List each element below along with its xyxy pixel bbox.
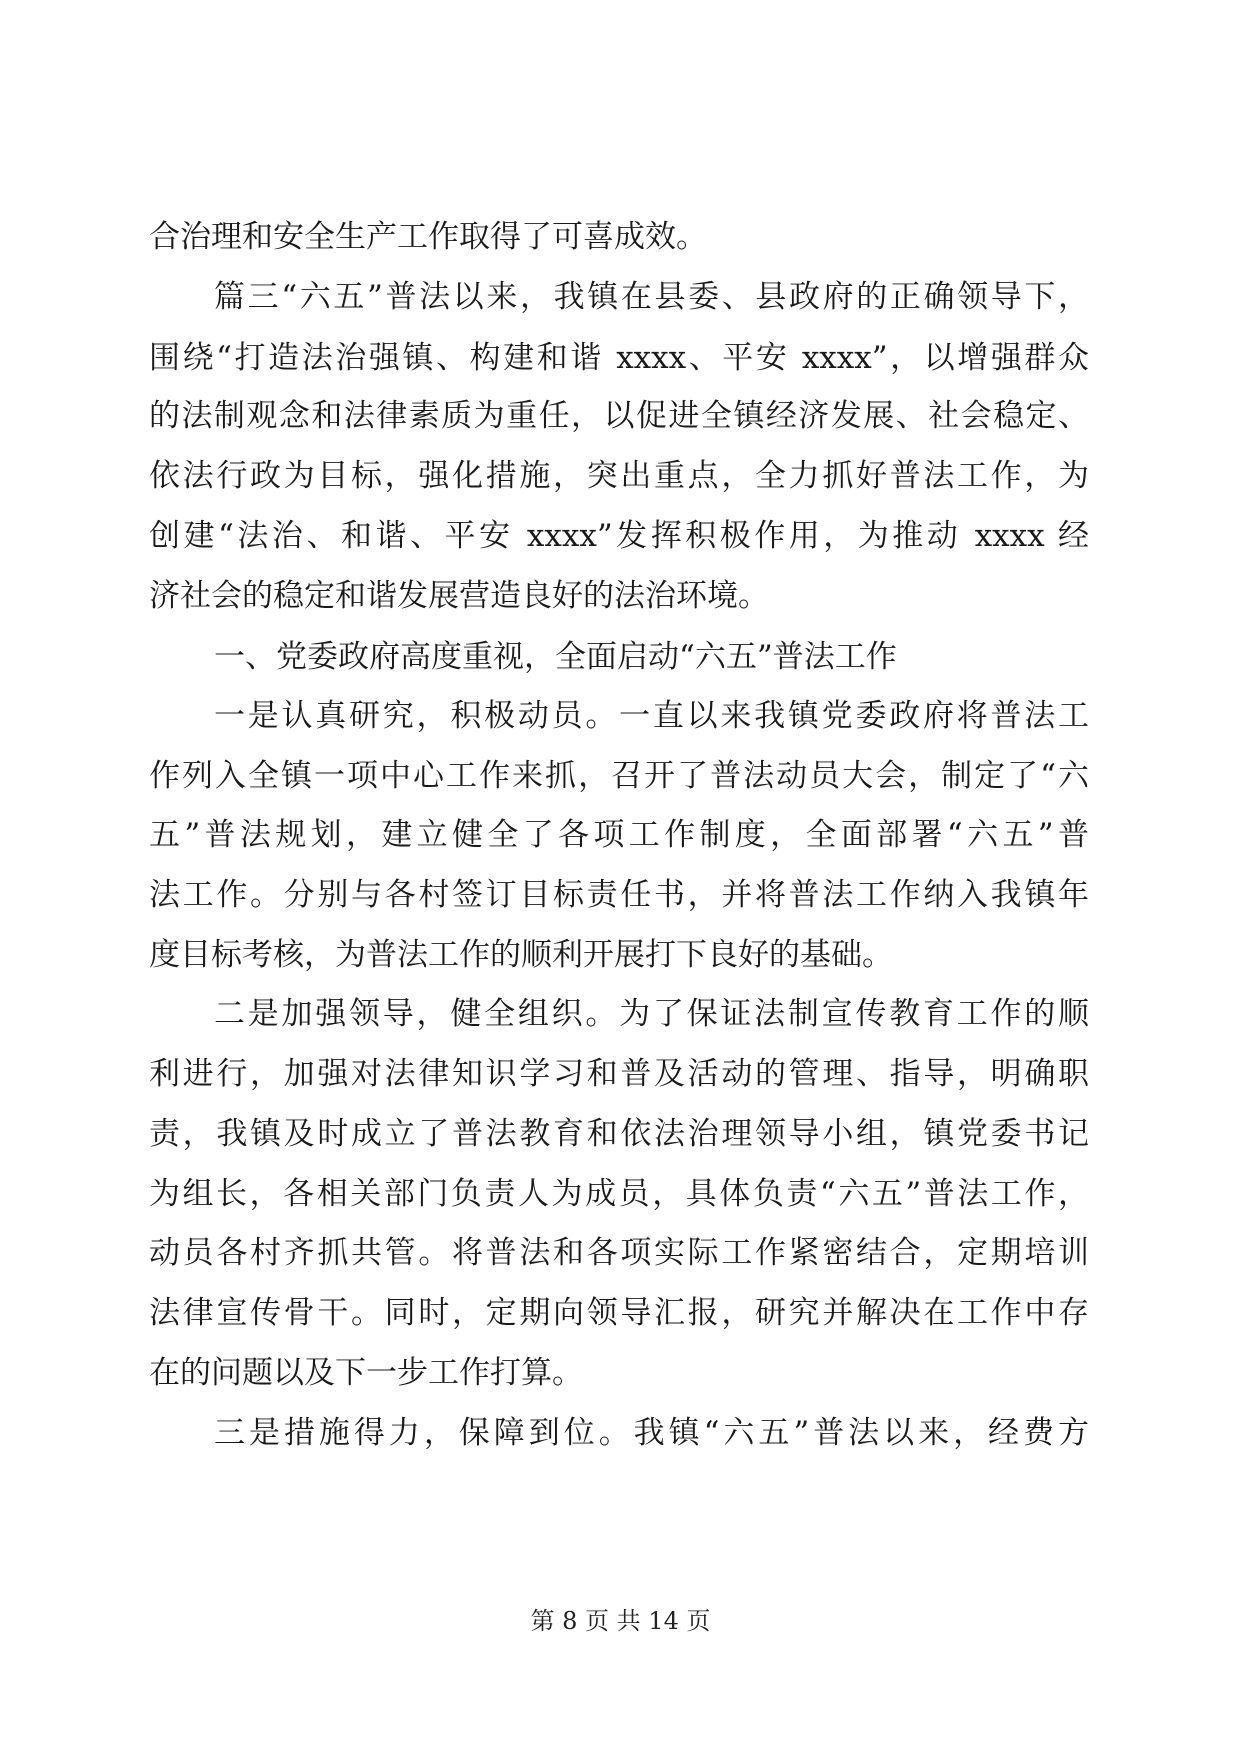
paragraph-heading-line: 篇三“六五”普法以来，我镇在县委、县政府的正确领导下， [214, 279, 1089, 315]
text-line: 动员各村齐抓共管。将普法和各项实际工作紧密结合，定期培训 [149, 1235, 1089, 1271]
text-line: 利进行，加强对法律知识学习和普及活动的管理、指导，明确职 [149, 1056, 1089, 1092]
text-line: 五”普法规划，建立健全了各项工作制度，全面部署“六五”普 [149, 817, 1089, 853]
text-line: 三是措施得力，保障到位。我镇“六五”普法以来，经费方 [214, 1415, 1089, 1451]
text-line: 一是认真研究，积极动员。一直以来我镇党委政府将普法工 [214, 698, 1089, 734]
text-line: 二是加强领导，健全组织。为了保证法制宣传教育工作的顺 [214, 996, 1089, 1032]
text-line: 围绕“打造法治强镇、构建和谐 xxxx、平安 xxxx”，以增强群众 [149, 340, 1089, 376]
text-line: 创建“法治、和谐、平安 xxxx”发挥积极作用，为推动 xxxx 经 [149, 518, 1089, 554]
text-line: 济社会的稳定和谐发展营造良好的法治环境。 [149, 578, 769, 614]
text-line: 度目标考核，为普法工作的顺利开展打下良好的基础。 [149, 937, 893, 973]
text-line: 法工作。分别与各村签订目标责任书，并将普法工作纳入我镇年 [149, 877, 1089, 913]
text-line: 的法制观念和法律素质为重任，以促进全镇经济发展、社会稳定、 [149, 398, 1089, 434]
text-line: 依法行政为目标，强化措施，突出重点，全力抓好普法工作，为 [149, 458, 1089, 494]
text-line: 责，我镇及时成立了普法教育和依法治理领导小组，镇党委书记 [149, 1116, 1089, 1152]
text-line: 作列入全镇一项中心工作来抓，召开了普法动员大会，制定了“六 [149, 758, 1089, 794]
text-line: 为组长，各相关部门负责人为成员，具体负责“六五”普法工作， [149, 1176, 1089, 1212]
text-line: 合治理和安全生产工作取得了可喜成效。 [149, 219, 707, 255]
text-line: 在的问题以及下一步工作打算。 [149, 1355, 583, 1391]
page-number-footer: 第 8 页 共 14 页 [530, 1607, 711, 1635]
section-heading: 一、党委政府高度重视，全面启动“六五”普法工作 [214, 639, 897, 675]
text-line: 法律宣传骨干。同时，定期向领导汇报，研究并解决在工作中存 [149, 1295, 1089, 1331]
